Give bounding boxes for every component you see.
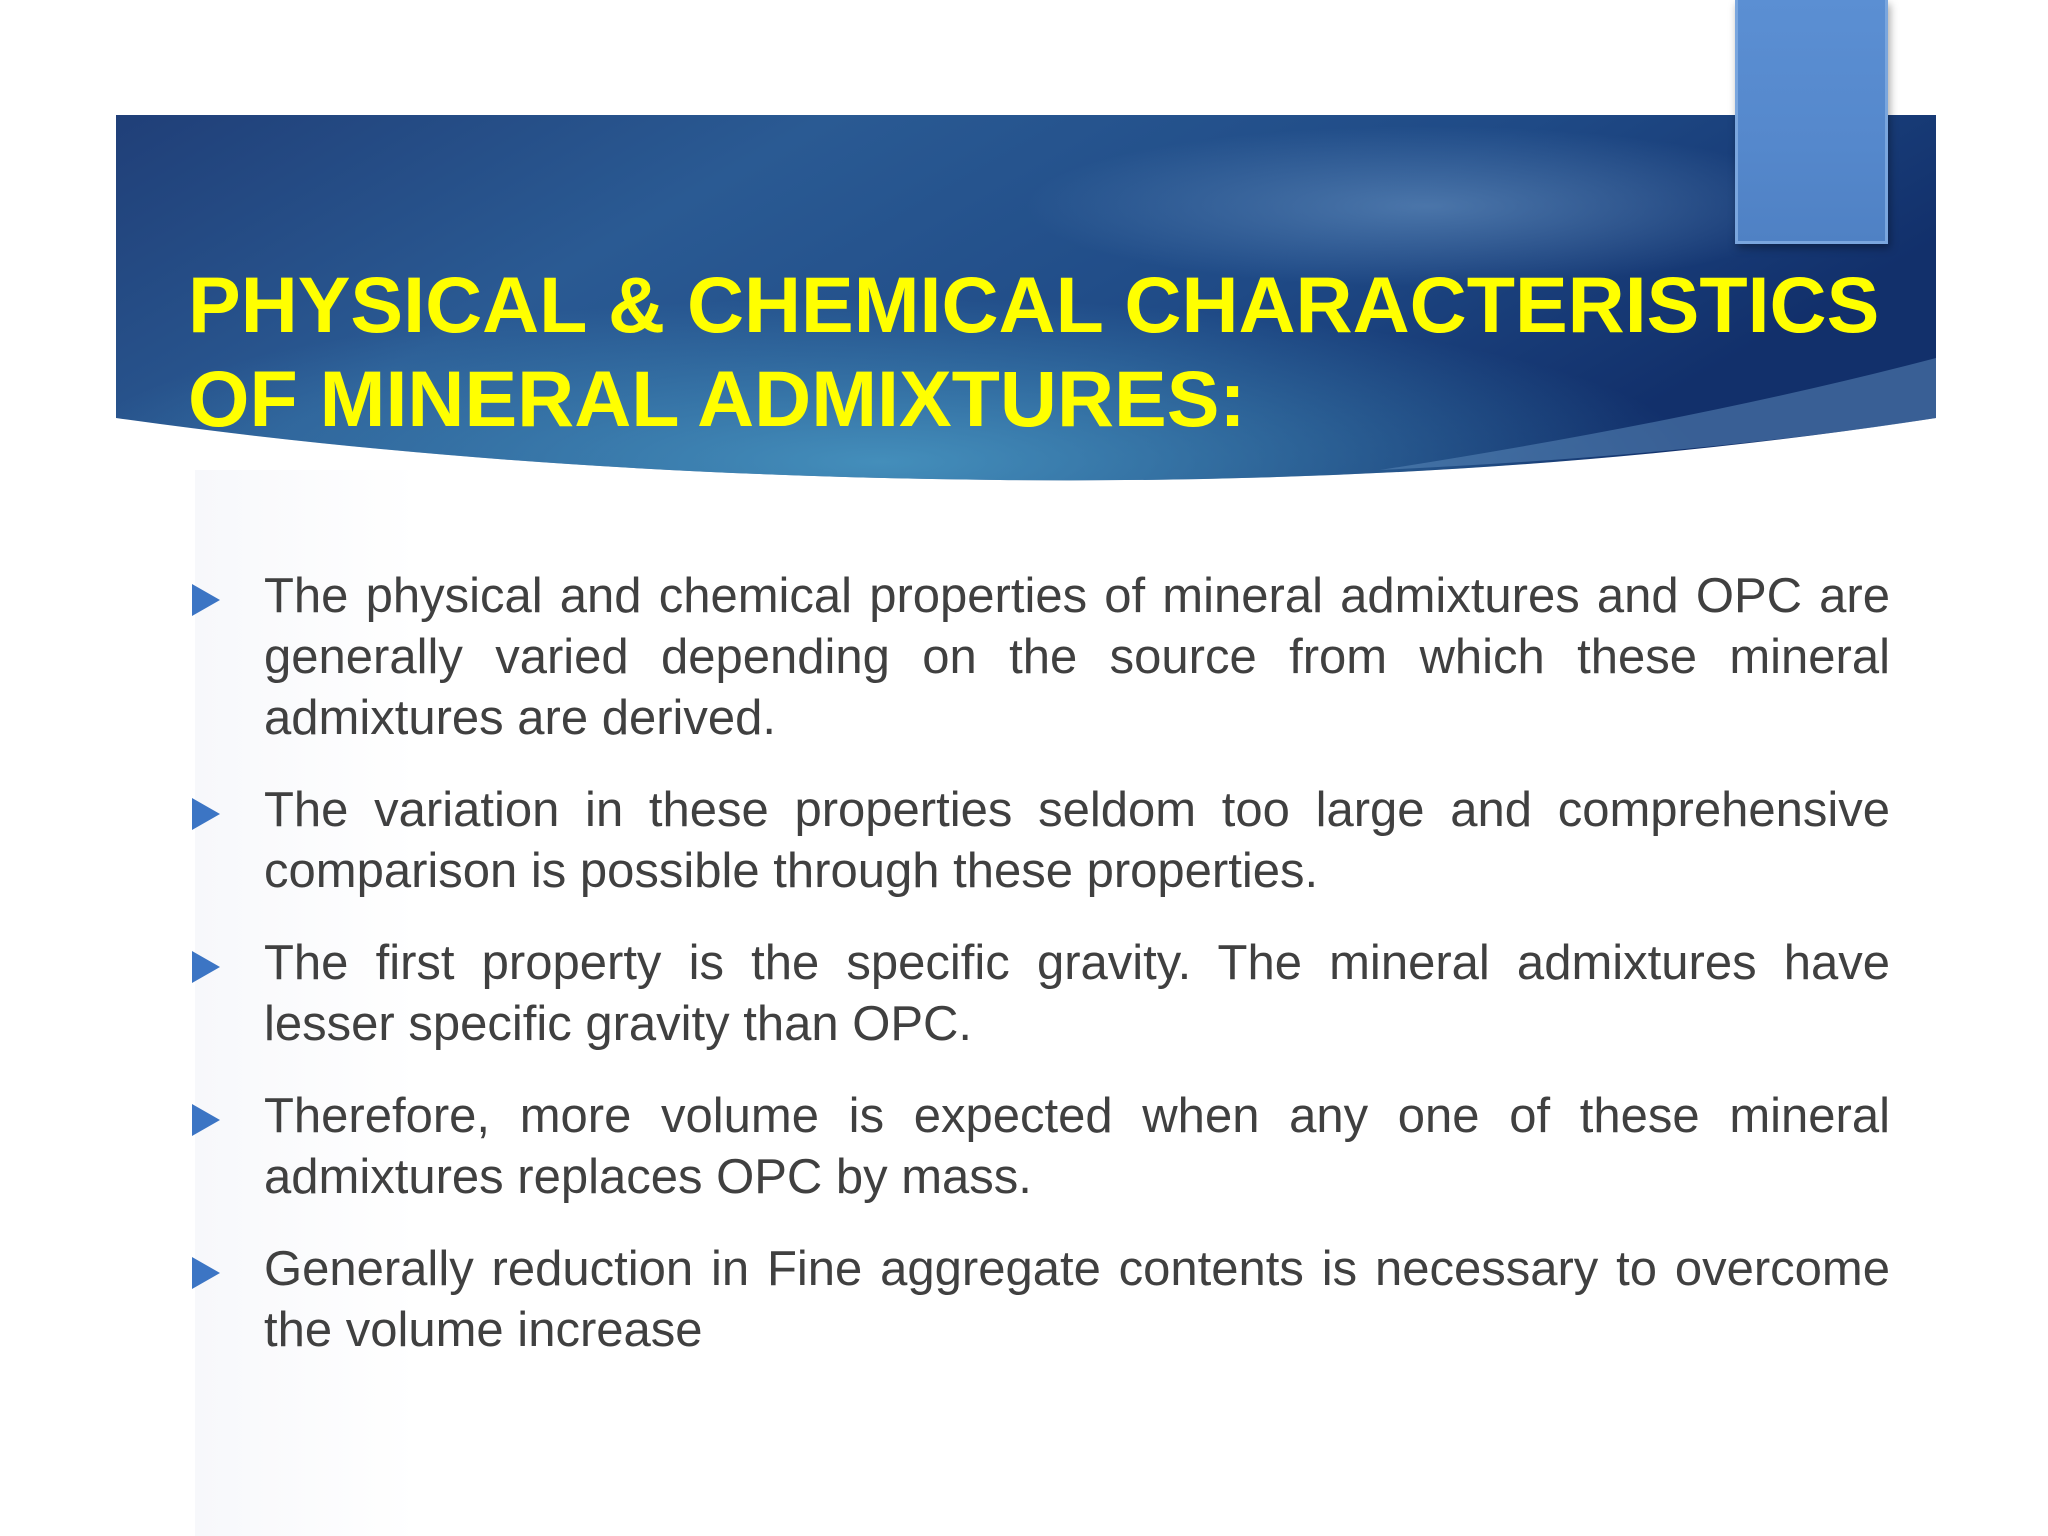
list-item bbox=[188, 933, 1890, 1055]
bullet-text: Therefore, more volume is expected when any one of these mineral admixtures replaces OPC by mass. bbox=[264, 1089, 1890, 1204]
bullet-list bbox=[188, 566, 1890, 1392]
list-item bbox=[188, 1239, 1890, 1361]
triangle-right-icon bbox=[192, 1104, 220, 1136]
list-item bbox=[188, 566, 1890, 749]
bullet-text: The first property is the specific gravity. The mineral admixtures have lesser specific gravity than OPC. bbox=[264, 936, 1890, 1051]
triangle-right-icon bbox=[192, 584, 220, 616]
accent-tab bbox=[1735, 0, 1888, 244]
triangle-right-icon bbox=[192, 1257, 220, 1289]
list-item bbox=[188, 780, 1890, 902]
bullet-text: The variation in these properties seldom too large and comprehensive comparison is possible through these properties. bbox=[264, 783, 1890, 898]
bullet-text: The physical and chemical properties of mineral admixtures and OPC are generally varied depending on the source from which these mineral admixtures are derived. bbox=[264, 569, 1890, 745]
bullet-text: Generally reduction in Fine aggregate contents is necessary to overcome the volume increase bbox=[264, 1242, 1890, 1357]
triangle-right-icon bbox=[192, 798, 220, 830]
list-item bbox=[188, 1086, 1890, 1208]
triangle-right-icon bbox=[192, 951, 220, 983]
slide-title: PHYSICAL & CHEMICAL CHARACTERISTICS OF MINERAL ADMIXTURES: bbox=[188, 260, 1880, 443]
